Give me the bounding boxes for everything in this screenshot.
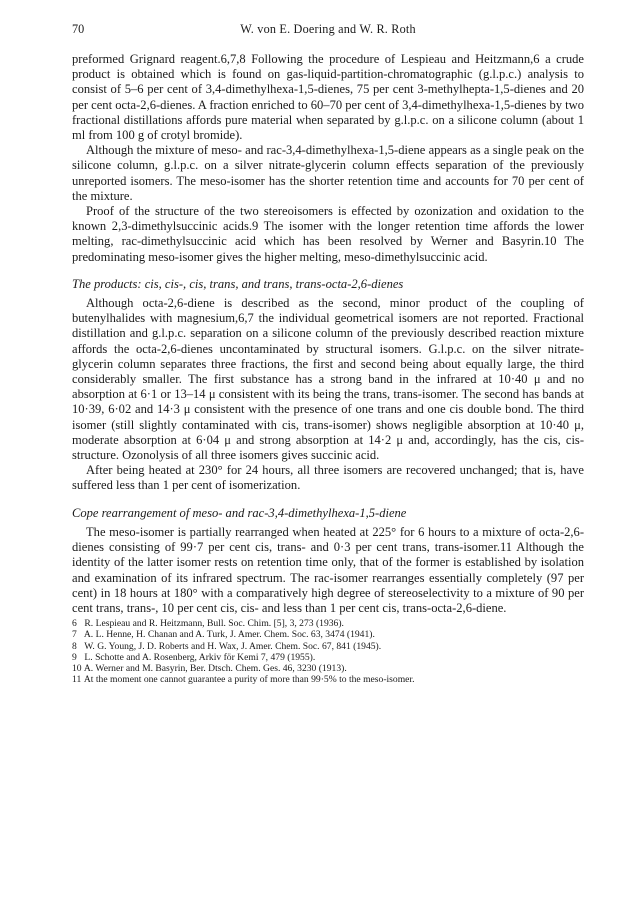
footnote: 9 L. Schotte and A. Rosenberg, Arkiv för Kemi 7, 479 (1955).	[72, 651, 316, 663]
article-body	[72, 52, 584, 616]
paragraph: Although octa-2,6-diene is described as the second, minor product of the coupling of butenylhalides with magnesium,6,7 the individual geometrical isomers are not reported. Fractional distillation and g.l.p.c. separation on a silicone column of the previously described reaction mixture affords the octa-2,6-dienes uncontaminated by structural isomers. G.l.p.c. on the silver nitrate-glycerin column separates three fractions, the first and second being about equally large, the third considerably smaller. The first substance has a strong band in the infrared at 10·40 μ and no absorption at 6·1 or 13–14 μ consistent with its being the trans, trans-isomer. The second has bands at 10·39, 6·02 and 14·3 μ consistent with the presence of one trans and one cis double bond. The third isomer (still slightly contaminated with cis, trans-isomer) shows negligible absorption at 10·40 μ, moderate absorption at 6·04 μ and strong absorption at 14·2 μ and, accordingly, has the cis, cis-structure. Ozonolysis of all three isomers gives succinic acid.	[72, 296, 584, 463]
page-header	[72, 22, 584, 40]
footnote: 7 A. L. Henne, H. Chanan and A. Turk, J. Amer. Chem. Soc. 63, 3474 (1941).	[72, 629, 375, 641]
footnote: 6 R. Lespieau and R. Heitzmann, Bull. Soc. Chim. [5], 3, 273 (1936).	[72, 618, 344, 630]
running-title: W. von E. Doering and W. R. Roth	[240, 22, 416, 36]
footnote: 8 W. G. Young, J. D. Roberts and H. Wax, J. Amer. Chem. Soc. 67, 841 (1945).	[72, 640, 382, 652]
footnote: 10 A. Werner and M. Basyrin, Ber. Dtsch. Chem. Ges. 46, 3230 (1913).	[72, 662, 347, 674]
paragraph: After being heated at 230° for 24 hours, all three isomers are recovered unchanged; that is, have suffered less than 1 per cent of isomerization.	[72, 463, 584, 493]
section-heading: The products: cis, cis-, cis, trans, and trans, trans-octa-2,6-dienes	[72, 276, 404, 291]
footnote: 11 At the moment one cannot guarantee a purity of more than 99·5% to the meso-isomer.	[72, 674, 415, 686]
page-number: 70	[72, 22, 85, 36]
page	[72, 22, 584, 685]
paragraph: preformed Grignard reagent.6,7,8 Following the procedure of Lespieau and Heitzmann,6 a crude product is obtained which is found on gas-liquid-partition-chromatographic (g.l.p.c.) analysis to consist of 5–6 per cent of 3,4-dimethylhexa-1,5-dienes, 75 per cent 3-methylhepta-1,5-dienes and 20 per cent octa-2,6-dienes. A fraction enriched to 60–70 per cent of 3,4-dimethylhexa-1,5-dienes by two fractional distillations affords pure material when separated by g.l.p.c. on a silicone column (about 1 ml from 100 g of crotyl bromide).	[72, 52, 584, 143]
paragraph: Proof of the structure of the two stereoisomers is effected by ozonization and oxidation to the known 2,3-dimethylsuccinic acids.9 The isomer with the longer retention time affords the lower melting, rac-dimethylsuccinic acid which has been resolved by Werner and Basyrin.10 The predominating meso-isomer gives the higher melting, meso-dimethylsuccinic acid.	[72, 204, 584, 264]
paragraph: Although the mixture of meso- and rac-3,4-dimethylhexa-1,5-diene appears as a single peak on the silicone column, g.l.p.c. on a silver nitrate-glycerin column effects separation of the previously unreported isomers. The meso-isomer has the shorter retention time and accounts for 70 per cent of the mixture.	[72, 143, 584, 203]
paragraph: The meso-isomer is partially rearranged when heated at 225° for 6 hours to a mixture of octa-2,6-dienes consisting of 99·7 per cent cis, trans- and 0·3 per cent trans, trans-isomer.11 Although the identity of the latter isomer rests on retention time only, that of the former is established by isolation and examination of its infrared spectrum. The rac-isomer rearranges essentially completely (97 per cent) in 18 hours at 180° with a comparatively high degree of stereoselectivity to a mixture of 90 per cent trans, trans-, 10 per cent cis, cis- and less than 1 per cent cis, trans-octa-2,6-diene.	[72, 524, 584, 615]
footnotes	[72, 618, 584, 685]
section-heading: Cope rearrangement of meso- and rac-3,4-dimethylhexa-1,5-diene	[72, 505, 407, 520]
